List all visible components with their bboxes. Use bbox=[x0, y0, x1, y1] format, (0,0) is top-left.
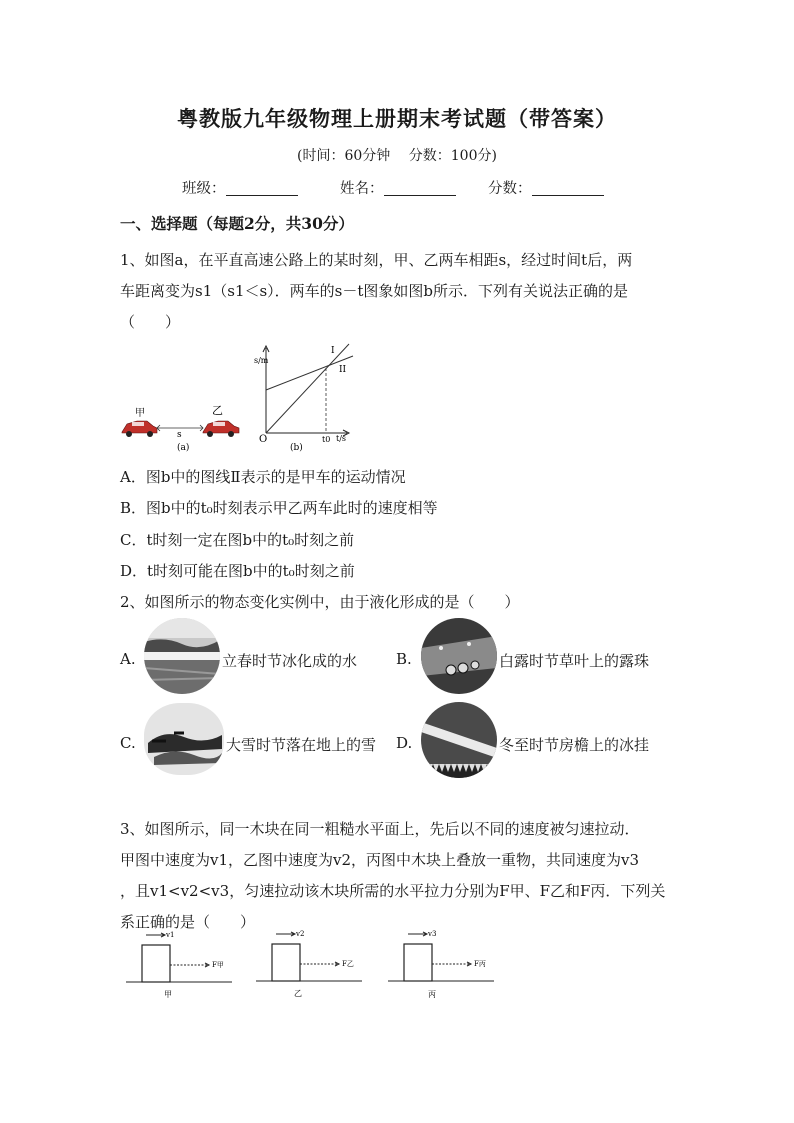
q2-option-a-letter: A. bbox=[120, 650, 136, 668]
q3-caption-bing: 丙 bbox=[428, 990, 436, 999]
score-label: 分数： bbox=[488, 181, 532, 197]
icicle-photo bbox=[421, 702, 497, 778]
line2-label: II bbox=[339, 365, 347, 375]
q1-option-c: C．t时刻一定在图b中的t₀时刻之前 bbox=[120, 531, 355, 549]
q3-figures bbox=[120, 925, 500, 1005]
q3-line-2: 甲图中速度为v1，乙图中速度为v2，丙图中木块上叠放一重物，共同速度为v3 bbox=[120, 851, 640, 869]
q1-option-b: B．图b中的t₀时刻表示甲乙两车此时的速度相等 bbox=[120, 499, 438, 517]
q3-line-3: ，且v1<v2<v3，匀速拉动该木块所需的水平拉力分别为F甲、F乙和F丙．下列关 bbox=[120, 882, 666, 900]
q1-option-d: D．t时刻可能在图b中的t₀时刻之前 bbox=[120, 562, 355, 580]
origin-label: O bbox=[259, 434, 268, 445]
q3-line-1: 3、如图所示，同一木块在同一粗糙水平面上，先后以不同的速度被匀速拉动． bbox=[120, 820, 640, 838]
q1-figure bbox=[115, 338, 375, 453]
q3-figure-bing bbox=[388, 930, 494, 999]
q3-f-jia-label: F甲 bbox=[212, 961, 224, 969]
q3-v1-label: v1 bbox=[166, 931, 175, 939]
dew-drops-photo bbox=[421, 618, 497, 694]
t0-label: t0 bbox=[322, 435, 331, 444]
q2-option-b-text: 白露时节草叶上的露珠 bbox=[499, 652, 650, 670]
class-label: 班级： bbox=[182, 181, 226, 197]
car-yi-icon bbox=[203, 421, 239, 437]
class-field bbox=[182, 177, 298, 198]
q3-caption-yi: 乙 bbox=[294, 989, 302, 998]
score-field bbox=[488, 177, 604, 198]
section-heading: 一、选择题（每题2分，共30分） bbox=[120, 214, 354, 233]
q3-f-yi-label: F乙 bbox=[342, 960, 354, 968]
x-axis-label: t/s bbox=[336, 434, 347, 443]
q2-stem: 2、如图所示的物态变化实例中，由于液化形成的是（ ） bbox=[120, 593, 520, 611]
name-blank bbox=[384, 181, 456, 196]
q2-option-d-text: 冬至时节房檐上的冰挂 bbox=[499, 736, 650, 754]
q2-option-c-text: 大雪时节落在地上的雪 bbox=[226, 736, 377, 754]
q3-figure-yi bbox=[256, 930, 362, 998]
q3-v3-label: v3 bbox=[428, 930, 437, 938]
q1-line-2: 车距离变为s1（s1＜s）．两车的s－t图象如图b所示．下列有关说法正确的是 bbox=[120, 282, 629, 300]
q3-line-4: 系正确的是（ ） bbox=[120, 913, 256, 931]
q2-option-b-letter: B. bbox=[396, 650, 412, 668]
q1-option-a: A．图b中的图线Ⅱ表示的是甲车的运动情况 bbox=[120, 468, 406, 486]
melting-ice-photo bbox=[144, 618, 220, 694]
fig-a-caption: (a) bbox=[177, 443, 190, 453]
name-label: 姓名： bbox=[340, 181, 384, 197]
q2-option-c-letter: C. bbox=[120, 734, 136, 752]
class-blank bbox=[226, 181, 298, 196]
fig-b-caption: (b) bbox=[290, 443, 303, 453]
q3-caption-jia: 甲 bbox=[164, 990, 172, 999]
q3-figure-jia bbox=[126, 931, 232, 999]
car-jia-label: 甲 bbox=[135, 408, 145, 419]
score-blank bbox=[532, 181, 604, 196]
q2-option-d-letter: D. bbox=[396, 734, 413, 752]
car-jia-icon bbox=[122, 421, 157, 437]
distance-label: s bbox=[177, 430, 182, 440]
y-axis-label: s/m bbox=[254, 356, 269, 365]
page-title: 粤教版九年级物理上册期末考试题（带答案） bbox=[177, 106, 617, 131]
line1-label: I bbox=[331, 346, 335, 356]
q3-v2-label: v2 bbox=[296, 930, 305, 938]
car-yi-label: 乙 bbox=[212, 404, 223, 417]
graph-line-1 bbox=[266, 344, 349, 433]
q2-option-a-text: 立春时节冰化成的水 bbox=[222, 652, 358, 670]
name-field bbox=[340, 177, 456, 198]
q1-line-3: （ ） bbox=[120, 313, 181, 331]
snow-photo bbox=[144, 703, 224, 775]
exam-time-score: (时间：60分钟 分数：100分) bbox=[297, 148, 497, 164]
q3-f-bing-label: F丙 bbox=[474, 960, 486, 968]
q1-line-1: 1、如图a，在平直高速公路上的某时刻，甲、乙两车相距s，经过时间t后，两 bbox=[120, 251, 633, 269]
